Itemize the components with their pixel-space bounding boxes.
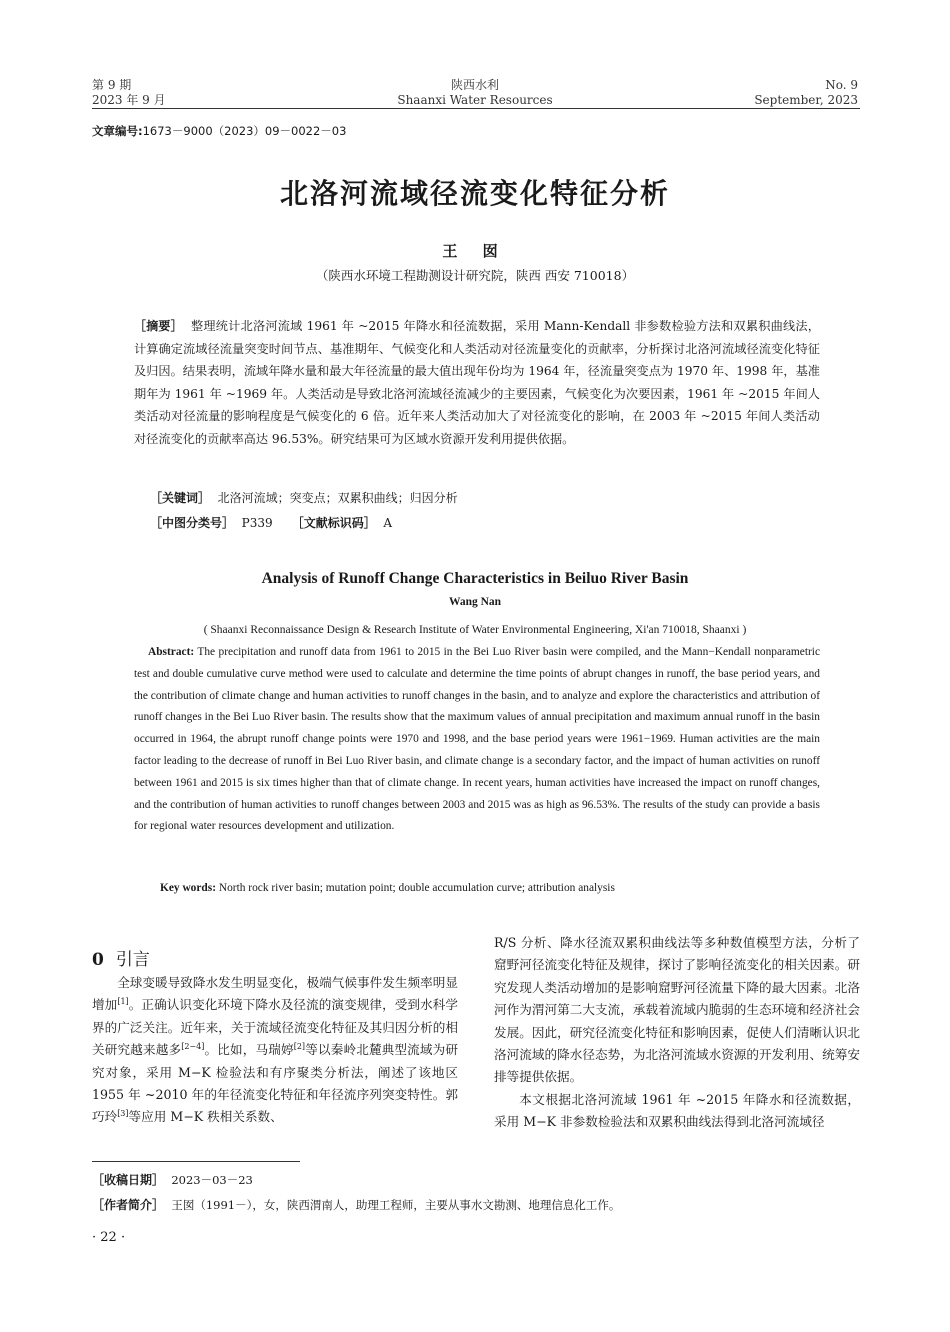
paper-title: 北洛河流域径流变化特征分析 xyxy=(279,177,670,210)
intro-paragraph-2: 本文根据北洛河流域 1961 年 ~2015 年降水和径流数据，采用 M−K 非参数检验法和双累积曲线法得到北洛河流域径 xyxy=(494,1091,860,1130)
abstract-cn xyxy=(134,315,820,451)
doc-code-value: A xyxy=(383,516,393,530)
footnote-divider xyxy=(92,1161,300,1162)
english-title: Analysis of Runoff Change Characteristics in Beiluo River Basin xyxy=(261,570,689,587)
text-run: 全球变暖导致降水发生明显变化，极端气候事件发生频率明显增加 xyxy=(92,975,458,1013)
intro-paragraph-1-cont: R/S 分析、降水径流双累积曲线法等多种数值模型方法，分析了窟野河径流变化特征及规律，探讨了影响径流变化的相关因素。研究发现人类活动增加的是影响窟野河径流量下降的最大因素。北洛河作为渭河第二大支流，承载着流域内脆弱的生态环境和经济社会发展。因此，研究径流变化特征和影响因素，促使人们清晰认识北洛河流域的降水径态势，为北洛河流域水资源的开发利用、统筹安排等提供依据。 xyxy=(494,935,860,1085)
journal-name-cn: 陕西水利 xyxy=(450,78,499,92)
citation-ref[interactable]: [1] xyxy=(117,997,129,1007)
header-divider xyxy=(92,108,860,109)
doc-code-label: ［文献标识码］ xyxy=(291,516,376,530)
citation-ref[interactable]: [2] xyxy=(293,1042,306,1052)
keywords-en xyxy=(160,882,615,894)
footnote-received xyxy=(92,1171,253,1188)
clc-label: ［中图分类号］ xyxy=(150,516,235,530)
article-number xyxy=(92,123,346,139)
section-number: 0 xyxy=(92,950,104,970)
text-run: 等以秦岭北麓典型流域为研究对象，采用 M−K 检验法和有序聚类分析法，阐述了该地区 1955 年 ~2010 年的年径流变化特征和年径流序列突变特性。郭巧玲 xyxy=(92,1042,459,1125)
keywords-cn xyxy=(150,489,458,506)
author-name: 王 囡 xyxy=(442,242,508,260)
received-date: 2023－03－23 xyxy=(171,1173,253,1187)
issue-number-cn: 第 9 期 xyxy=(92,78,132,92)
received-label: ［收稿日期］ xyxy=(92,1173,165,1187)
keywords-en-text: North rock river basin; mutation point; double accumulation curve; attribution analysis xyxy=(218,882,615,894)
article-number-label: 文章编号: xyxy=(92,124,143,138)
citation-ref[interactable]: [2−4] xyxy=(181,1042,205,1052)
intro-paragraph-1 xyxy=(92,972,458,1129)
keywords-en-label: Key words: xyxy=(160,882,216,894)
english-author: Wang Nan xyxy=(448,596,502,608)
classification-row xyxy=(150,514,392,531)
keywords-cn-label: ［关键词］ xyxy=(150,491,211,505)
body-column-left xyxy=(92,972,458,1129)
abstract-en-text: The precipitation and runoff data from 1961 to 2015 in the Bei Luo River basin were compiled, and the Mann−Kendall nonparametric test and double cumulative curve method were used to calculate and determine the time points of abrupt changes in runoff, the base period years, and the contribution of climate change and human activities to runoff changes in the basin, and to analyze and explore the characteristics and attribution of runoff changes in the Bei Luo River basin. The results show that the maximum values of annual precipitation and maximum annual runoff in the basin occurred in 1964, the abrupt runoff change points were 1970 and 1998, and the base period years were 1961−1969. Human activities are the main factor leading to the decrease of runoff in Bei Luo River basin, and climate change is a secondary factor, and the impact of human activities on runoff between 1961 and 2015 is six times higher than that of climate change. In recent years, human activities have increased the impact on runoff changes, and the contribution of human activities to runoff changes between 2003 and 2015 was as high as 96.53%. The results of the study can provide a basis for regional water resources development and utilization. xyxy=(134,646,820,833)
section-title: 引言 xyxy=(115,950,150,970)
author-bio-label: ［作者简介］ xyxy=(92,1198,165,1212)
abstract-cn-text: 整理统计北洛河流域 1961 年 ~2015 年降水和径流数据，采用 Mann-Kendall 非参数检验方法和双累积曲线法，计算确定流域径流量突变时间节点、基准期年、气候变化和人类活动对径流量变化的贡献率，分析探讨北洛河流域径流变化特征及归因。结果表明，流域年降水量和最大年径流量的最大值出现年份均为 1964 年，径流量突变点为 1970 年、1998 年，基准期年为 1961 年 ~1969 年。人类活动是导致北洛河流域径流减少的主要因素，气候变化为次要因素，1961 年 ~2015 年间人类活动对径流量的影响程度是气候变化的 6 倍。近年来人类活动加大了对径流变化的影响，在 2003 年 ~2015 年间人类活动对径流变化的贡献率高达 96.53%。研究结果可为区域水资源开发利用提供依据。 xyxy=(134,319,820,446)
english-affiliation: ( Shaanxi Reconnaissance Design & Research Institute of Water Environmental Engineering, Xi'an 710018, Shaanxi ) xyxy=(203,624,747,636)
footnote-author-bio xyxy=(92,1196,620,1213)
body-column-right xyxy=(494,932,860,1134)
author-bio-text: 王囡（1991－），女，陕西渭南人，助理工程师，主要从事水文勘测、地理信息化工作。 xyxy=(171,1198,621,1212)
citation-ref[interactable]: [3] xyxy=(117,1109,129,1119)
section-heading xyxy=(92,945,150,970)
author-affiliation: （陕西水环境工程勘测设计研究院，陕西 西安 710018） xyxy=(315,268,635,283)
running-header-right xyxy=(754,78,858,108)
article-number-value: 1673－9000（2023）09－0022－03 xyxy=(142,124,347,138)
abstract-en-label: Abstract: xyxy=(148,646,195,658)
page-number: · 22 · xyxy=(92,1230,126,1245)
text-run: 等应用 M−K 秩相关系数、 xyxy=(128,1109,283,1125)
issue-date-en: September, 2023 xyxy=(754,93,858,107)
text-run: 。比如，马瑞婷 xyxy=(204,1042,294,1058)
abstract-cn-label: ［摘要］ xyxy=(134,319,183,333)
issue-number-en: No. 9 xyxy=(825,78,858,92)
journal-name-en: Shaanxi Water Resources xyxy=(397,93,553,107)
clc-value: P339 xyxy=(241,516,273,530)
keywords-cn-text: 北洛河流域；突变点；双累积曲线；归因分析 xyxy=(217,491,458,505)
issue-date-cn: 2023 年 9 月 xyxy=(92,93,166,107)
abstract-en xyxy=(134,642,820,838)
text-run: 。正确认识变化环境下降水及径流的演变规律，受到水科学界的广泛关注。近年来，关于流域径流变化特征及其归因分析的相关研究越来越多 xyxy=(92,997,459,1058)
